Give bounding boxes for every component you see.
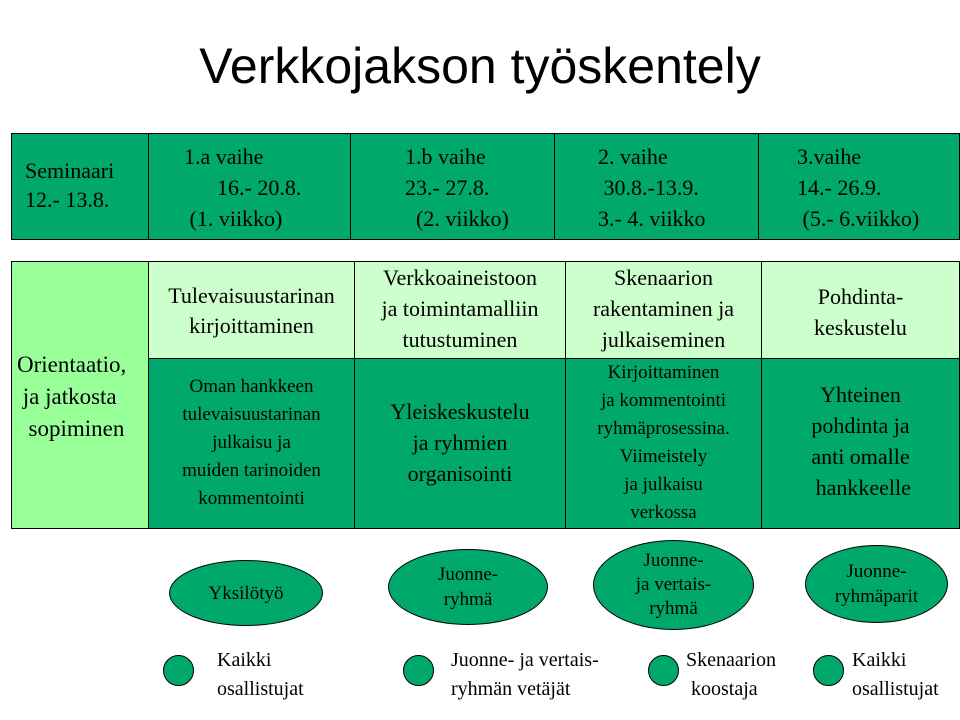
phase-2-cell: 2. vaihe 30.8.-13.9. 3.- 4. viikko [554,133,759,240]
task-1b-cell: Verkkoaineistoon ja toimintamalliin tutustuminen [354,261,566,359]
legend-dot-3 [648,655,679,686]
seminar-cell: Seminaari 12.- 13.8. [11,133,149,240]
legend-dot-4 [813,655,844,686]
phase-1a-cell: 1.a vaihe 16.- 20.8. (1. viikko) [148,133,351,240]
detail-1b-cell: Yleiskeskustelu ja ryhmien organisointi [354,358,566,529]
phase-1b-cell: 1.b vaihe 23.- 27.8. (2. viikko) [350,133,555,240]
legend-dot-2 [403,655,434,686]
task-1a-cell: Tulevaisuustarinan kirjoittaminen [148,261,355,359]
page-title: Verkkojakson työskentely [199,38,761,94]
detail-2-cell: Kirjoittaminen ja kommentointi ryhmäprosessina. Viimeistely ja julkaisu verkossa [565,358,762,529]
work-mode-juonneryhma: Juonne- ryhmä [388,549,548,625]
work-mode-juonneryhmaparit: Juonne- ryhmäparit [805,545,948,623]
legend-label-3: Skenaarion koostaja [686,649,776,700]
legend-dot-1 [163,655,194,686]
task-3-cell: Pohdinta- keskustelu [761,261,960,359]
legend-label-1: Kaikki osallistujat [217,649,304,700]
task-2-cell: Skenaarion rakentaminen ja julkaiseminen [565,261,762,359]
phase-3-cell: 3.vaihe 14.- 26.9. (5.- 6.viikko) [758,133,960,240]
detail-3-cell: Yhteinen pohdinta ja anti omalle hankkeelle [761,358,960,529]
work-mode-yksilotyo: Yksilötyö [169,560,323,626]
work-mode-juonne-vertaisryhma: Juonne- ja vertais- ryhmä [593,540,754,630]
legend-label-2: Juonne- ja vertais- ryhmän vetäjät [451,649,599,700]
detail-1a-cell: Oman hankkeen tulevaisuustarinan julkaisu ja muiden tarinoiden kommentointi [148,358,355,529]
legend-label-4: Kaikki osallistujat [852,649,939,700]
orientation-cell: Orientaatio, ja jatkosta sopiminen [11,261,149,529]
